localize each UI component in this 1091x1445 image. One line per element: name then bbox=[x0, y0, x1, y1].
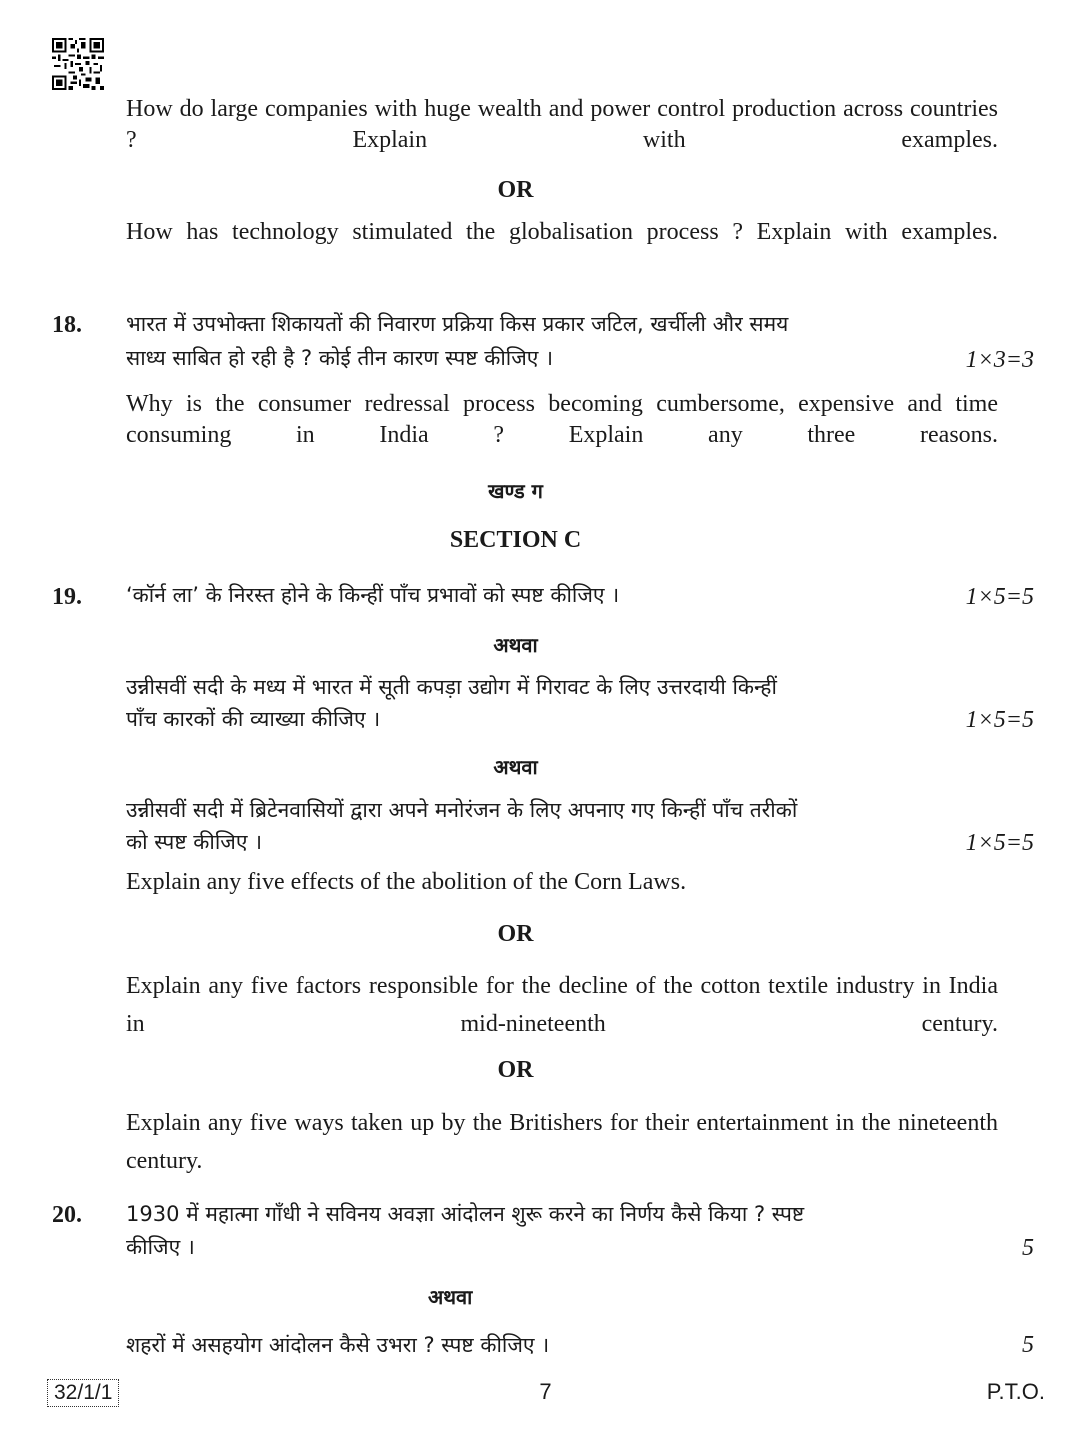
q18-number: 18. bbox=[52, 312, 82, 338]
q20-hindi-a-line2: कीजिए । bbox=[126, 1235, 195, 1259]
paper-code: 32/1/1 bbox=[47, 1379, 119, 1407]
q19-en-b: Explain any five factors responsible for the decline of the cotton textile industry in India in mid-nineteenth century. bbox=[126, 973, 998, 1037]
q19-or-1: OR bbox=[497, 921, 534, 947]
q19-athva-1: अथवा bbox=[493, 633, 538, 657]
q19-hindi-b-line1: उन्नीसवीं सदी के मध्य में भारत में सूती कपड़ा उद्योग में गिरावट के लिए उत्तरदायी किन्हीं bbox=[126, 675, 777, 699]
q19-marks-c: 1×5=5 bbox=[965, 830, 1034, 856]
section-title-hindi: खण्ड ग bbox=[488, 479, 543, 503]
q19-en-a: Explain any five effects of the abolition of the Corn Laws. bbox=[126, 869, 687, 895]
q19-marks-b: 1×5=5 bbox=[965, 707, 1034, 733]
q19-athva-2: अथवा bbox=[493, 755, 538, 779]
q19-en-c: Explain any five ways taken up by the Britishers for their entertainment in the nineteenth century. bbox=[126, 1110, 998, 1174]
q19-hindi-b-line2: पाँच कारकों की व्याख्या कीजिए । bbox=[126, 707, 381, 731]
q20-marks-a: 5 bbox=[1022, 1235, 1034, 1261]
q20-marks-b: 5 bbox=[1022, 1332, 1034, 1358]
q19-hindi-c-line1: उन्नीसवीं सदी में ब्रिटेनवासियों द्वारा अपने मनोरंजन के लिए अपनाए गए किन्हीं पाँच तरीकों bbox=[126, 798, 798, 822]
q20-hindi-a-line1: 1930 में महात्मा गाँधी ने सविनय अवज्ञा आंदोलन शुरू करने का निर्णय कैसे किया ? स्पष्ट bbox=[126, 1202, 805, 1226]
q18-marks: 1×3=3 bbox=[965, 347, 1034, 373]
q18-hindi-line1: भारत में उपभोक्ता शिकायतों की निवारण प्रक्रिया किस प्रकार जटिल, खर्चीली और समय bbox=[126, 312, 789, 336]
q20-hindi-b: शहरों में असहयोग आंदोलन कैसे उभरा ? स्पष्ट कीजिए । bbox=[126, 1333, 550, 1357]
qr-code bbox=[52, 38, 104, 90]
q17-alt-text-en: How has technology stimulated the globalisation process ? Explain with examples. bbox=[126, 219, 998, 245]
q19-marks-a: 1×5=5 bbox=[965, 584, 1034, 610]
q18-hindi-line2: साध्य साबित हो रही है ? कोई तीन कारण स्पष्ट कीजिए । bbox=[126, 346, 554, 370]
q19-hindi-a: ‘कॉर्न ला’ के निरस्त होने के किन्हीं पाँच प्रभावों को स्पष्ट कीजिए । bbox=[126, 583, 620, 607]
q20-athva: अथवा bbox=[428, 1285, 473, 1309]
q20-number: 20. bbox=[52, 1202, 82, 1228]
q17-or-label: OR bbox=[497, 177, 534, 203]
q18-text-en: Why is the consumer redressal process becoming cumbersome, expensive and time consuming in India ? Explain any three reasons. bbox=[126, 391, 998, 448]
q17-text-en: How do large companies with huge wealth and power control production across countries ? Explain with examples. bbox=[126, 96, 998, 153]
q19-or-2: OR bbox=[497, 1057, 534, 1083]
section-title-english: SECTION C bbox=[449, 527, 582, 553]
pto-label: P.T.O. bbox=[986, 1379, 1045, 1404]
q19-number: 19. bbox=[52, 584, 82, 610]
q19-hindi-c-line2: को स्पष्ट कीजिए । bbox=[126, 830, 263, 854]
page-number: 7 bbox=[539, 1379, 552, 1404]
